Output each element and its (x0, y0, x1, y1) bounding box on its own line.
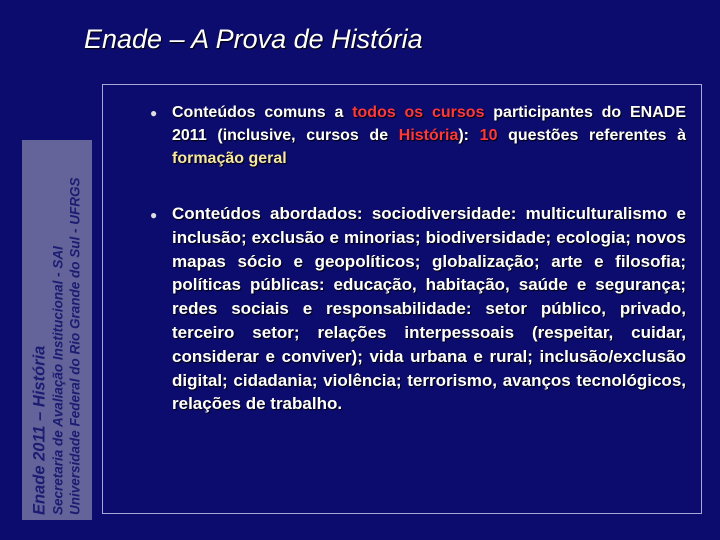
bullet-topics: Conteúdos abordados: sociodiversidade: multiculturalismo e inclusão; exclusão e minorias; biodiversidade; ecologia; novos mapas sócio e geopolíticos; globalização; arte e filosofia; políticas públicas: educação, habitação, saúde e segurança; redes sociais e responsabilidade: setor público, privado, terceiro setor; relações interpessoais (respeitar, cuidar, considerar e conviver); vida urbana e rural; inclusão/exclusão digital; cidadania; violência; terrorismo, avanços tecnológicos, relações de trabalho. (172, 204, 686, 414)
text-segment: questões referentes à (497, 127, 686, 144)
sidebar-line-university: Universidade Federal do Rio Grande do Sul - UFRGS (67, 177, 83, 515)
sidebar-line-secretariat: Secretaria de Avaliação Institucional - SAI (50, 246, 66, 515)
text-segment: ): (458, 127, 480, 144)
sidebar-line-course: Enade 2011 – História (30, 345, 49, 515)
highlight-question-count: 10 (479, 127, 498, 144)
text-segment: Conteúdos comuns a (172, 104, 353, 121)
highlight-general-education: formação geral (172, 150, 287, 167)
text-segment: participantes do ENADE 2011 (inclusive, cursos de (172, 104, 686, 144)
slide-title: Enade – A Prova de História (84, 24, 423, 54)
highlight-all-courses: todos os cursos (352, 104, 485, 121)
sidebar-vertical-text (31, 145, 84, 515)
highlight-history: História (398, 127, 459, 144)
bullet-icon: ● (150, 106, 158, 120)
bullet-common-content (172, 101, 686, 170)
bullet-icon: ● (150, 208, 158, 222)
